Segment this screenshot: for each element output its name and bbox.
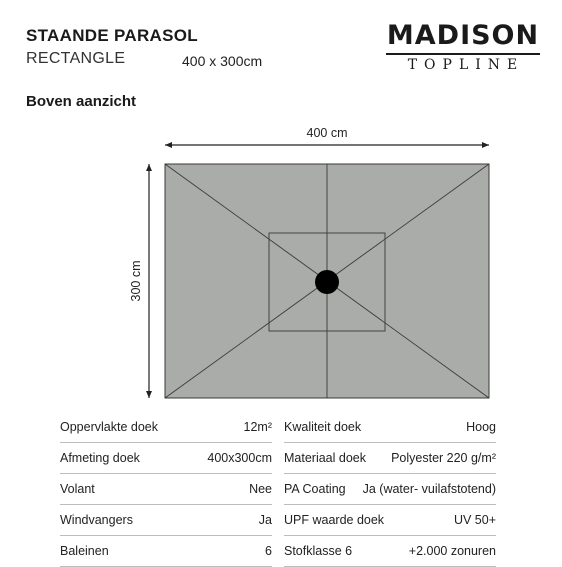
spec-row <box>284 536 496 567</box>
spec-row <box>60 412 272 443</box>
spec-label: Windvangers <box>60 513 133 527</box>
spec-value: Ja (water- vuilafstotend) <box>362 482 496 496</box>
spec-row <box>284 412 496 443</box>
product-title: STAANDE PARASOL <box>26 26 198 45</box>
spec-row <box>284 505 496 536</box>
spec-row <box>60 443 272 474</box>
product-dimensions: 400 x 300cm <box>182 53 263 69</box>
spec-row <box>284 443 496 474</box>
width-dimension-arrow <box>165 142 489 148</box>
spec-label: Volant <box>60 482 95 496</box>
height-dimension-arrow <box>146 164 152 398</box>
spec-column-right <box>284 412 496 567</box>
spec-label: Baleinen <box>60 544 109 558</box>
spec-row <box>60 536 272 567</box>
spec-row <box>284 474 496 505</box>
spec-label: UPF waarde doek <box>284 513 385 527</box>
pole-center <box>315 270 339 294</box>
spec-value: +2.000 zonuren <box>408 544 496 558</box>
spec-row <box>60 474 272 505</box>
spec-label: Afmeting doek <box>60 451 140 465</box>
spec-column-left <box>60 412 272 567</box>
width-label: 400 cm <box>306 126 348 140</box>
spec-label: Kwaliteit doek <box>284 420 362 434</box>
spec-value: Hoog <box>466 420 496 434</box>
spec-value: Polyester 220 g/m² <box>391 451 496 465</box>
brand-name: MADISON <box>386 20 540 51</box>
view-title: Boven aanzicht <box>26 93 137 110</box>
spec-value: 6 <box>265 544 272 558</box>
spec-value: Ja <box>258 513 272 527</box>
spec-label: Stofklasse 6 <box>284 544 353 558</box>
spec-value: Nee <box>249 482 272 496</box>
height-label: 300 cm <box>129 260 143 302</box>
product-subtitle: RECTANGLE <box>26 50 126 67</box>
spec-row <box>60 505 272 536</box>
spec-label: PA Coating <box>284 482 346 496</box>
spec-label: Materiaal doek <box>284 451 366 465</box>
spec-value: 12m² <box>243 420 272 434</box>
spec-label: Oppervlakte doek <box>60 420 158 434</box>
spec-value: UV 50+ <box>453 513 496 527</box>
spec-value: 400x300cm <box>207 451 272 465</box>
brand-subline: TOPLINE <box>407 57 525 73</box>
